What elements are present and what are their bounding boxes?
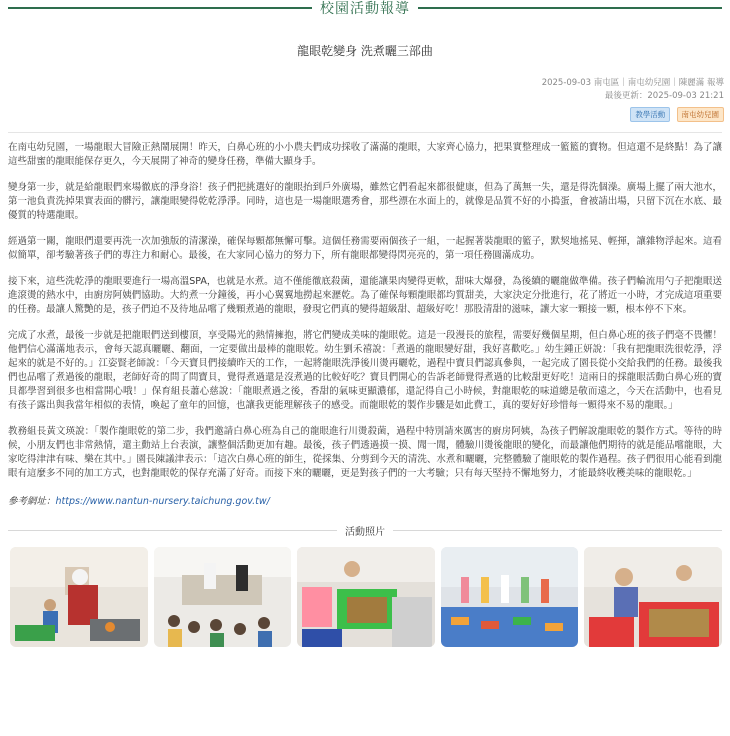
photo-thumbnail-drying[interactable]: [584, 547, 722, 647]
paragraph: 完成了水煮，最後一步就是把龍眼們送到樓頂，享受陽光的熱情擁抱，將它們變成美味的龍眼乾。這是一段漫長的旅程，需要好幾個星期，但白鼻心班的孩子們毫不畏懼！他們信心滿滿地表示，會每天認真曬曬、翻面，一定要做出最棒的龍眼乾。幼生劉禾禧說：「煮過的龍眼變好甜，我好喜歡吃。」幼生鍾正妍說：「我有把龍眼洗很乾淨，浮起來的就是不好的。」江姿賢老師說：「今天寶貝們接續昨天的工作，一起將龍眼洗淨後川燙再曬乾，過程中寶貝們認真參與，一起完成了園長從小交給我們的任務。最後我們也品嚐了煮過後的龍眼，老師好奇的問了問寶貝，覺得煮過還是沒煮過的比較好吃？寶貝們開心的告訴老師覺得煮過的比較甜更好吃！這兩日的採龍眼活動白鼻心班的寶貝都學習到很多也相當開心哦！」保育組長蕭心慈說：「龍眼煮過之後，香甜的氣味更顯濃郁，還記得自己小時候，對龍眼乾的味道總是敬而遠之，今天在活動中，也看見有孩子露出與我當年相似的表情，喚起了童年的回憶，也讓我更能理解孩子的感受。而龍眼乾的製作步驟是如此費工，真的要好好珍惜每一顆得來不易的龍眼。」: [8, 330, 722, 411]
reference-label: 參考網址：: [8, 496, 56, 507]
article-meta: [0, 77, 730, 103]
article-headline: 龍眼乾變身 洗煮曬三部曲: [297, 44, 433, 58]
paragraph: 在南屯幼兒園，一場龍眼大冒險正熱鬧展開！昨天，白鼻心班的小小農夫們成功採收了滿滿的龍眼，大家齊心協力，把果實整理成一籃籃的寶物。但這還不是終點！為了讓這些甜蜜的龍眼能保存更久，今天展開了神奇的變身任務，準備大顯身手。: [8, 142, 722, 167]
photos-header: [8, 523, 722, 537]
tag-teaching-activity[interactable]: 教學活動: [630, 107, 670, 122]
photo-thumbnail-washing[interactable]: [10, 547, 148, 647]
photos-title: 活動照片: [337, 523, 393, 538]
photo-gallery: [10, 547, 722, 647]
paragraph: 經過第一關，龍眼們還要再洗一次加強版的清潔澡，確保每顆都無懈可擊。這個任務需要兩個孩子一組，一起握著裝龍眼的籃子，默契地搖晃、輕揮，讓雜物浮起來。這看似簡單，卻考驗著孩子們的專注力和耐心。最後，在大家同心協力的努力下，所有龍眼都變得閃亮亮的，第一項任務圓滿成功。: [8, 236, 722, 261]
paragraph: 教務組長黃文瑛說：「製作龍眼乾的第二步，我們邀請白鼻心班為自己的龍眼進行川燙殺菌，過程中特別請來厲害的廚房阿姨，為孩子們解說龍眼乾的製作方式。等待的時候，小朋友們也非常熱情，還主動站上台表演，讓整個活動更加有趣。最後，孩子們透過摸一摸、聞一聞，體驗川燙後龍眼的變化，而最讓他們期待的就是能品嚐龍眼，大家吃得津津有味、樂在其中。」園長陳議津表示：「這次白鼻心班的師生，從採集、分剪到今天的清洗、水煮和曬曬，完整體驗了龍眼乾的製作過程。孩子們很用心能看到龍眼有這麼多不同的加工方式，也對龍眼乾的保存充滿了好奇。而接下來的曬曬，更是對孩子們的一大考驗；只有每天堅持不懈地努力，才能最終收穫美味的龍眼乾。」: [8, 426, 722, 479]
photo-thumbnail-playground[interactable]: [441, 547, 579, 647]
article-byline: 2025-09-03 南屯區｜南屯幼兒園｜陳麗滿 報導: [541, 78, 724, 88]
section-header: [0, 0, 730, 16]
tag-kindergarten[interactable]: 南屯幼兒園: [677, 107, 725, 122]
article-updated: 最後更新：2025-09-03 21:21: [604, 91, 724, 101]
reference-link[interactable]: https://www.nantun-nursery.taichung.gov.tw/: [55, 496, 270, 507]
paragraph: 接下來，這些洗乾淨的龍眼要進行一場高溫SPA，也就是水煮。這不僅能徹底殺菌，還能讓果肉變得更軟，甜味大爆發，為後續的曬龍做準備。孩子們輪流用勺子把龍眼送進滾燙的熱水中，由廚房阿姨們協助。大約煮一分鐘後，再小心翼翼地撈起來瀝乾。為了確保每顆龍眼都均質甜美，大家決定分批進行，花了將近一小時，才完成這項重要的任務。最讓人驚艷的是，孩子們迫不及待地品嚐了幾顆煮過的龍眼，發現它們真的變得超級甜、超級好吃！那股清甜的滋味，讓大家一顆接一顆，根本停不下來。: [8, 276, 722, 315]
article-body: [8, 132, 722, 481]
section-title: 校園活動報導: [312, 0, 418, 18]
photo-thumbnail-classroom[interactable]: [154, 547, 292, 647]
photo-thumbnail-basket[interactable]: [297, 547, 435, 647]
reference-line: [8, 493, 722, 507]
paragraph: 變身第一步，就是給龍眼們來場徹底的淨身浴！孩子們把挑選好的龍眼抬到戶外廣場，雖然它們看起來都很健康，但為了萬無一失，還是得洗個澡。廣場上擺了兩大池水，第一池負責洗掉果實表面的髒污，讓龍眼變得乾乾淨淨。同時，這也是一場龍眼選秀會，那些漂在水面上的，就像是品質不好的小搗蛋，會被請出場，只留下沉在水底、最優質的特選龍眼。: [8, 182, 722, 221]
article-tags: [0, 107, 730, 122]
